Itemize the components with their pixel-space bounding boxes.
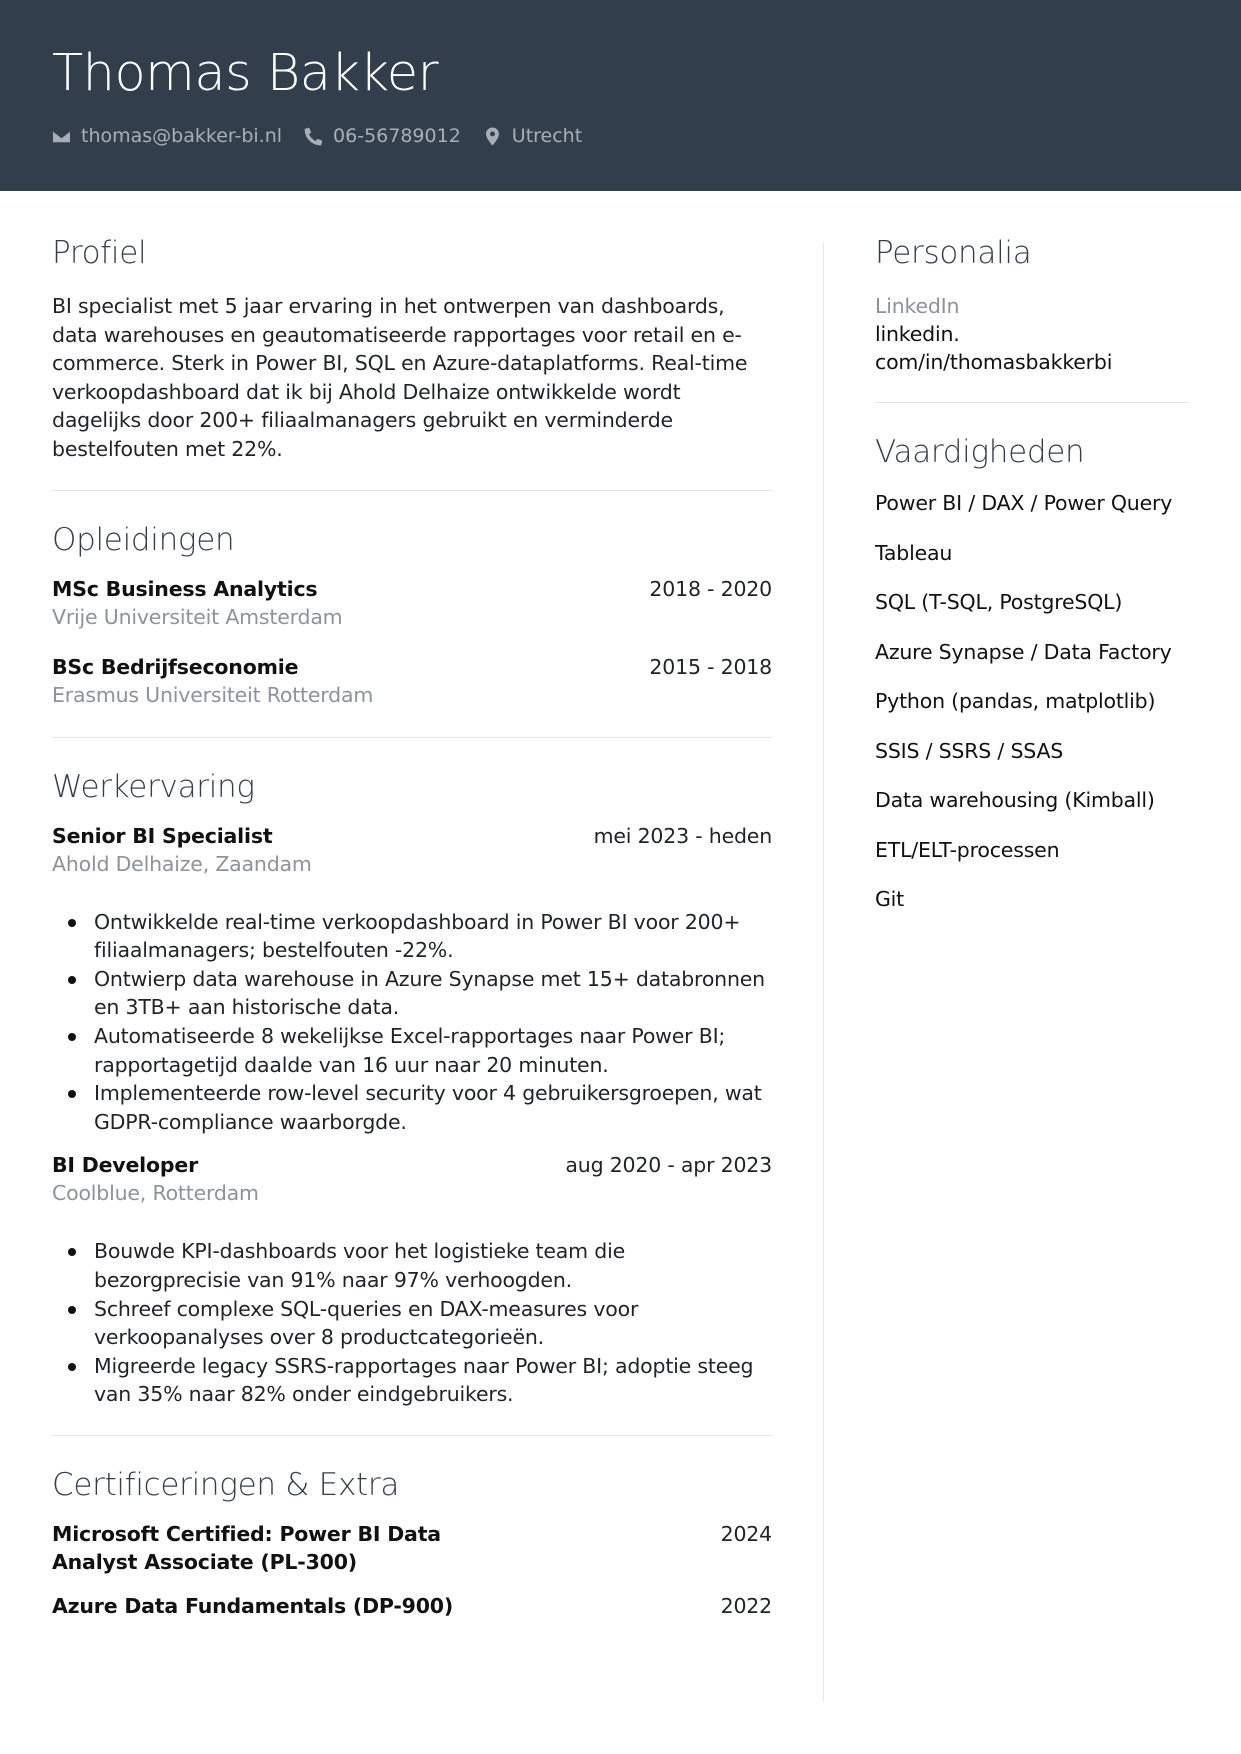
certification-entry [52, 1520, 772, 1576]
skill-item: Git [875, 887, 905, 911]
section-divider [52, 1435, 772, 1436]
list-item: Migreerde legacy SSRS-rapportages naar Power BI; adoptie steeg van 35% naar 82% onder eindgebruikers. [52, 1352, 772, 1409]
section-title-profile: Profiel [52, 235, 147, 271]
skill-item: Python (pandas, matplotlib) [875, 689, 1156, 713]
resume-header [0, 0, 1241, 191]
skills-list [875, 489, 1189, 935]
map-pin-icon [483, 127, 502, 146]
section-title-skills: Vaardigheden [875, 434, 1085, 470]
job-bullets [52, 908, 772, 1137]
phone-icon [304, 127, 323, 146]
contact-bar [52, 123, 604, 149]
skill-item: Azure Synapse / Data Factory [875, 639, 1172, 664]
certification-year: 2024 [720, 1521, 772, 1546]
skills-section [875, 431, 1189, 935]
contact-email[interactable] [52, 125, 282, 147]
location-text: Utrecht [511, 125, 583, 147]
skill-item: Tableau [875, 540, 953, 565]
personal-section [875, 232, 1189, 376]
job-role: Senior BI Specialist [52, 823, 273, 848]
certification-year: 2022 [720, 1593, 772, 1618]
list-item: Ontwierp data warehouse in Azure Synapse met 15+ databronnen en 3TB+ aan historische data. [52, 965, 772, 1022]
section-title-personal: Personalia [875, 235, 1032, 271]
contact-phone[interactable] [304, 125, 461, 147]
side-column [875, 232, 1189, 935]
candidate-name: Thomas Bakker [52, 44, 439, 103]
skill-item: SSIS / SSRS / SSAS [875, 738, 1064, 763]
phone-text: 06-56789012 [333, 125, 461, 147]
education-section [52, 519, 772, 709]
certification-entry [52, 1592, 772, 1620]
list-item: Ontwikkelde real-time verkoopdashboard in Power BI voor 200+ filiaalmanagers; bestelfouten -22%. [52, 908, 772, 965]
column-divider [823, 242, 824, 1702]
education-entry [52, 653, 772, 709]
section-divider [875, 402, 1189, 403]
list-item: Automatiseerde 8 wekelijkse Excel-rapportages naar Power BI; rapportagetijd daalde van 16 uur naar 20 minuten. [52, 1022, 772, 1079]
list-item: Bouwde KPI-dashboards voor het logistieke team die bezorgprecisie van 91% naar 97% verhoogden. [52, 1237, 772, 1294]
degree-title: MSc Business Analytics [52, 576, 318, 601]
section-divider [52, 737, 772, 738]
envelope-icon [52, 127, 71, 146]
linkedin-url[interactable] [875, 320, 1189, 376]
job-role: BI Developer [52, 1153, 198, 1178]
education-dates: 2018 - 2020 [649, 576, 772, 601]
section-divider [52, 490, 772, 491]
linkedin-url-line: linkedin. [875, 322, 960, 346]
experience-section [52, 766, 772, 1409]
education-dates: 2015 - 2018 [649, 654, 772, 679]
profile-text: BI specialist met 5 jaar ervaring in het ontwerpen van dashboards, data warehouses en geautomatiseerde rapportages voor retail en e-commerce. Sterk in Power BI, SQL en Azure-dataplatforms. Real-time verkoopdashboard dat ik bij Ahold Delhaize ontwikkelde wordt dagelijks door 200+ filiaalmanagers gebruikt en verminderde bestelfouten met 22%. [52, 294, 748, 461]
job-bullets [52, 1237, 772, 1409]
list-item: Schreef complexe SQL-queries en DAX-measures voor verkoopanalyses over 8 productcategorieën. [52, 1295, 772, 1352]
job-company: Coolblue, Rotterdam [52, 1181, 259, 1206]
school-name: Vrije Universiteit Amsterdam [52, 604, 343, 629]
email-text: thomas@bakker-bi.nl [81, 125, 283, 147]
section-title-education: Opleidingen [52, 521, 235, 558]
certifications-section [52, 1464, 772, 1620]
skill-item: Data warehousing (Kimball) [875, 788, 1155, 812]
skill-item: SQL (T-SQL, PostgreSQL) [875, 590, 1123, 614]
skill-item: ETL/ELT-processen [875, 837, 1060, 862]
section-title-certifications: Certificeringen & Extra [52, 1466, 400, 1503]
contact-location [483, 125, 582, 147]
school-name: Erasmus Universiteit Rotterdam [52, 682, 374, 707]
skill-item: Power BI / DAX / Power Query [875, 491, 1173, 515]
section-title-experience: Werkervaring [52, 768, 255, 805]
job-entry [52, 822, 772, 1137]
degree-title: BSc Bedrijfseconomie [52, 654, 299, 679]
job-dates: aug 2020 - apr 2023 [565, 1153, 772, 1178]
certification-name: Microsoft Certified: Power BI Data Analyst Associate (PL-300) [52, 1521, 441, 1574]
main-column [52, 232, 772, 1620]
profile-section [52, 232, 772, 464]
education-entry [52, 575, 772, 631]
job-company: Ahold Delhaize, Zaandam [52, 851, 312, 876]
list-item: Implementeerde row-level security voor 4 gebruikersgroepen, wat GDPR-compliance waarborgde. [52, 1079, 772, 1136]
linkedin-url-line: com/in/thomasbakkerbi [875, 350, 1113, 374]
certification-name: Azure Data Fundamentals (DP-900) [52, 1593, 454, 1618]
job-entry [52, 1151, 772, 1409]
linkedin-label: LinkedIn [875, 294, 960, 318]
job-dates: mei 2023 - heden [593, 823, 772, 848]
